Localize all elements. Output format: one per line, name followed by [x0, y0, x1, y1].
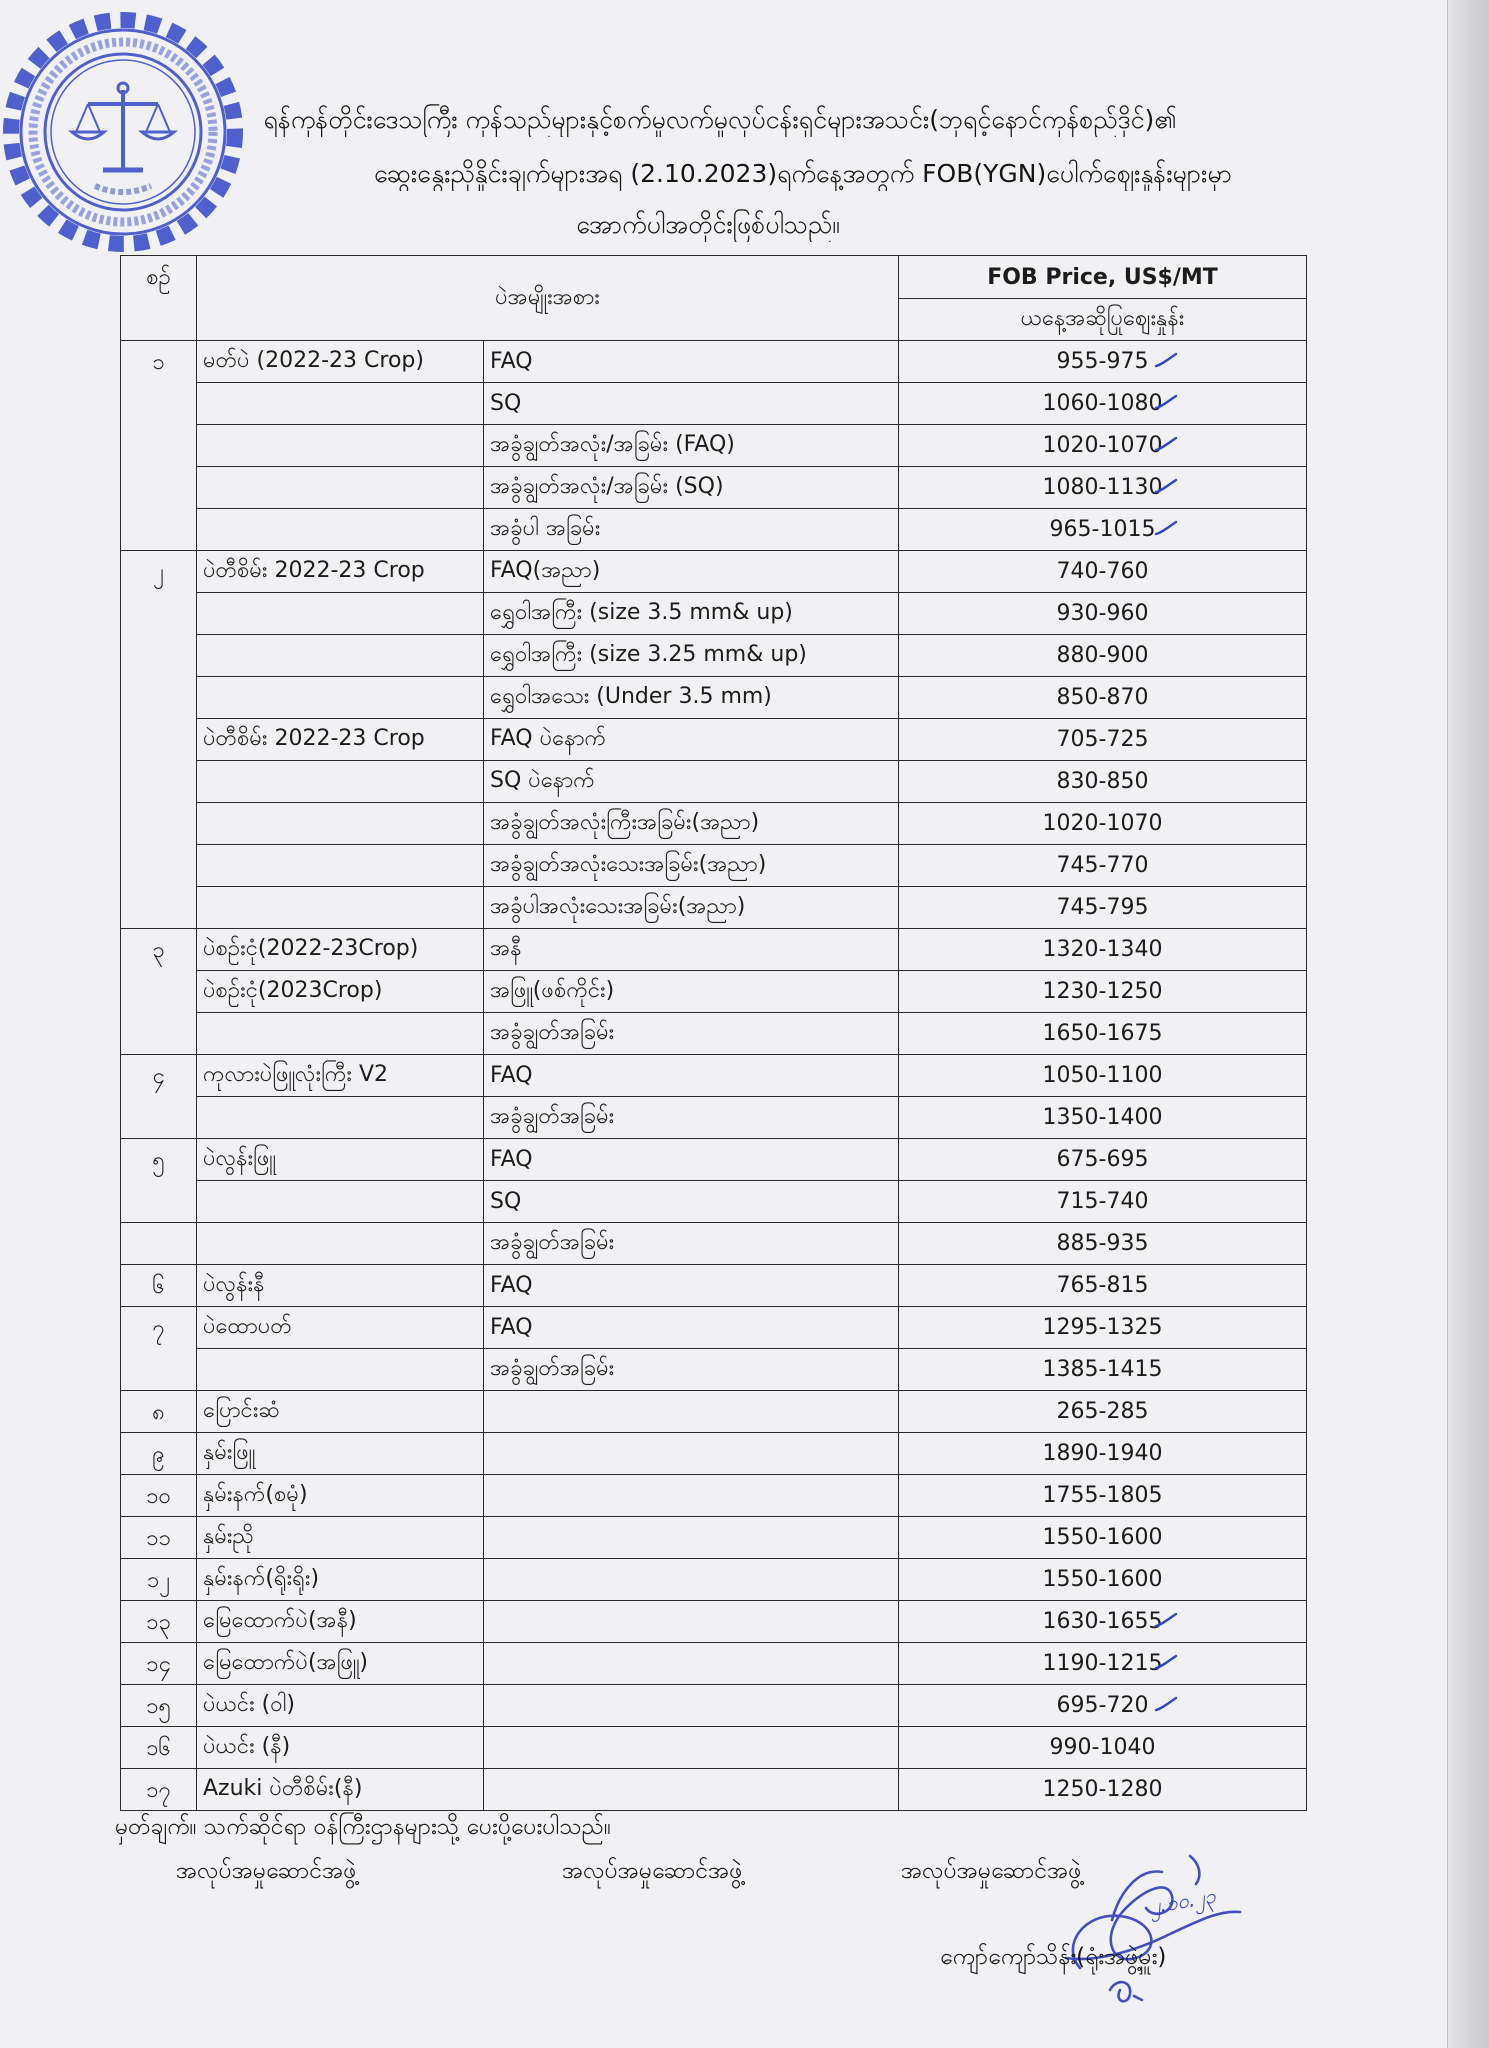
bean-name-cell: နှမ်းနက်(စမုံ) — [197, 1475, 484, 1517]
bean-name-cell: နှမ်းဖြူ — [197, 1433, 484, 1475]
table-row — [121, 1013, 1307, 1055]
bean-name-cell: မြေထောက်ပဲ(အဖြူ) — [197, 1643, 484, 1685]
price-cell — [899, 845, 1307, 887]
grade-cell — [484, 1517, 899, 1559]
bean-name-cell: ပဲယင်း (ဝါ) — [197, 1685, 484, 1727]
grade-cell: အခွံချွတ်အခြမ်း — [484, 1013, 899, 1055]
bean-name-cell: Azuki ပဲတီစိမ်း(နီ) — [197, 1769, 484, 1811]
header-row — [121, 256, 1307, 299]
check-mark-icon — [1153, 1611, 1179, 1631]
price-cell — [899, 1307, 1307, 1349]
price-cell — [899, 1055, 1307, 1097]
header-fob-price: FOB Price, US$/MT — [899, 256, 1307, 299]
grade-cell: အခွံချွတ်အလုံး/အခြမ်း (SQ) — [484, 467, 899, 509]
price-value: 705-725 — [1056, 727, 1149, 752]
bean-name-cell: မတ်ပဲ (2022-23 Crop) — [197, 341, 484, 383]
grade-cell: ရွှေဝါအကြီး (size 3.5 mm& up) — [484, 593, 899, 635]
row-number: ၇ — [121, 1307, 197, 1391]
price-value: 1550-1600 — [1042, 1525, 1163, 1550]
row-number: ၅ — [121, 1139, 197, 1223]
grade-cell — [484, 1769, 899, 1811]
grade-cell: အခွံချွတ်အခြမ်း — [484, 1097, 899, 1139]
price-cell — [899, 887, 1307, 929]
grade-cell: အနီ — [484, 929, 899, 971]
bean-name-cell: နှမ်းနက်(ရိုးရိုး) — [197, 1559, 484, 1601]
grade-cell: SQ — [484, 1181, 899, 1223]
price-cell — [899, 1223, 1307, 1265]
price-value: 695-720 — [1056, 1693, 1149, 1718]
row-number: ၃ — [121, 929, 197, 1055]
check-mark-icon — [1153, 477, 1179, 497]
bean-name-cell — [197, 887, 484, 929]
price-cell — [899, 719, 1307, 761]
price-value: 745-795 — [1056, 895, 1149, 920]
grade-cell: SQ ပဲနောက် — [484, 761, 899, 803]
price-cell — [899, 425, 1307, 467]
price-cell — [899, 1139, 1307, 1181]
table-row — [121, 803, 1307, 845]
bean-name-cell — [197, 845, 484, 887]
row-number: ၄ — [121, 1055, 197, 1139]
header-proposed-price: ယနေ့အဆိုပြုဈေးနှုန်း — [899, 299, 1307, 341]
table-row — [121, 509, 1307, 551]
price-cell — [899, 1727, 1307, 1769]
bean-name-cell: ပဲတီစိမ်း 2022-23 Crop — [197, 551, 484, 593]
price-cell — [899, 1643, 1307, 1685]
table-row — [121, 635, 1307, 677]
grade-cell: အခွံချွတ်အလုံးသေးအခြမ်း(အညာ) — [484, 845, 899, 887]
table-row — [121, 1559, 1307, 1601]
bean-name-cell: ပြောင်းဆံ — [197, 1391, 484, 1433]
price-cell — [899, 761, 1307, 803]
bean-name-cell — [197, 803, 484, 845]
price-value: 1550-1600 — [1042, 1567, 1163, 1592]
grade-cell: အခွံချွတ်အလုံး/အခြမ်း (FAQ) — [484, 425, 899, 467]
table-row — [121, 1433, 1307, 1475]
table-row — [121, 425, 1307, 467]
price-table — [120, 255, 1307, 1811]
price-value: 1350-1400 — [1042, 1105, 1163, 1130]
row-number: ၁၆ — [121, 1727, 197, 1769]
grade-cell — [484, 1685, 899, 1727]
row-number: ၁ — [121, 341, 197, 551]
price-cell — [899, 1433, 1307, 1475]
signatory-name: ကျော်ကျော်သိန်း(ရုံးအဖွဲ့မှူး) — [940, 1944, 1167, 1970]
grade-cell: FAQ — [484, 1265, 899, 1307]
bean-name-cell: ကုလားပဲဖြူလုံးကြီး V2 — [197, 1055, 484, 1097]
price-cell — [899, 551, 1307, 593]
bean-name-cell — [197, 383, 484, 425]
price-cell — [899, 1391, 1307, 1433]
table-row — [121, 1097, 1307, 1139]
price-value: 1890-1940 — [1042, 1441, 1163, 1466]
bean-name-cell: ပဲလွန်းနီ — [197, 1265, 484, 1307]
row-number: ၉ — [121, 1433, 197, 1475]
row-number — [121, 1223, 197, 1265]
title-line-3: အောက်ပါအတိုင်းဖြစ်ပါသည်။ — [576, 210, 840, 239]
bean-name-cell — [197, 425, 484, 467]
bean-name-cell — [197, 509, 484, 551]
price-value: 1320-1340 — [1042, 937, 1163, 962]
bean-name-cell: ပဲယင်း (နီ) — [197, 1727, 484, 1769]
table-row — [121, 677, 1307, 719]
row-number: ၂ — [121, 551, 197, 929]
footnote: မှတ်ချက်။ သက်ဆိုင်ရာ ဝန်ကြီးဌာနများသို့ ပေးပို့ပေးပါသည်။ — [115, 1814, 611, 1840]
price-value: 930-960 — [1056, 601, 1149, 626]
bean-name-cell — [197, 1013, 484, 1055]
table-row — [121, 1055, 1307, 1097]
grade-cell: ရွှေဝါအသေး (Under 3.5 mm) — [484, 677, 899, 719]
table-header — [121, 256, 1307, 341]
price-cell — [899, 341, 1307, 383]
table-row — [121, 341, 1307, 383]
table-row — [121, 1391, 1307, 1433]
price-value: 1050-1100 — [1042, 1063, 1163, 1088]
price-cell — [899, 1349, 1307, 1391]
price-cell — [899, 1097, 1307, 1139]
row-number: ၁၀ — [121, 1475, 197, 1517]
row-number: ၁၂ — [121, 1559, 197, 1601]
table-row — [121, 551, 1307, 593]
table-row — [121, 593, 1307, 635]
table-row — [121, 1685, 1307, 1727]
committee-label: အလုပ်အမှုဆောင်အဖွဲ့ — [176, 1858, 357, 1884]
table-row — [121, 1181, 1307, 1223]
grade-cell — [484, 1391, 899, 1433]
table-row — [121, 1265, 1307, 1307]
price-cell — [899, 1181, 1307, 1223]
row-number: ၆ — [121, 1265, 197, 1307]
check-mark-icon — [1153, 393, 1179, 413]
price-cell — [899, 509, 1307, 551]
bean-name-cell — [197, 1097, 484, 1139]
check-mark-icon — [1153, 351, 1179, 371]
price-cell — [899, 1265, 1307, 1307]
price-cell — [899, 929, 1307, 971]
price-value: 1020-1070 — [1042, 433, 1163, 458]
grade-cell: FAQ ပဲနောက် — [484, 719, 899, 761]
price-cell — [899, 635, 1307, 677]
grade-cell: အခွံချွတ်အခြမ်း — [484, 1349, 899, 1391]
price-value: 745-770 — [1056, 853, 1149, 878]
price-value: 1385-1415 — [1042, 1357, 1163, 1382]
committee-label: အလုပ်အမှုဆောင်အဖွဲ့ — [562, 1858, 743, 1884]
grade-cell — [484, 1643, 899, 1685]
price-value: 1295-1325 — [1042, 1315, 1163, 1340]
table-row — [121, 1139, 1307, 1181]
grade-cell: အခွံပါအလုံးသေးအခြမ်း(အညာ) — [484, 887, 899, 929]
price-cell — [899, 1685, 1307, 1727]
price-cell — [899, 803, 1307, 845]
table-row — [121, 719, 1307, 761]
title-line-2: ဆွေးနွေးညှိနှိုင်းချက်များအရ (2.10.2023)ရက်နေ့အတွက် FOB(YGN)ပေါက်ဈေးနှုန်းများမှာ — [374, 159, 1232, 188]
signature-date: ၂.၁၀.၂၃ — [1148, 1883, 1218, 1919]
bean-name-cell — [197, 1181, 484, 1223]
price-cell — [899, 1769, 1307, 1811]
price-cell — [899, 1013, 1307, 1055]
bean-name-cell: ပဲတီစိမ်း 2022-23 Crop — [197, 719, 484, 761]
header-number: စဉ် — [121, 256, 197, 341]
row-number: ၁၇ — [121, 1769, 197, 1811]
title-line-1: ရန်ကုန်တိုင်းဒေသကြီး ကုန်သည်များနှင့်စက်မှုလက်မှုလုပ်ငန်းရှင်များအသင်း(ဘုရင့်နောင်ကုန်စည်ဒိုင်)၏ — [263, 105, 1177, 134]
row-number: ၁၅ — [121, 1685, 197, 1727]
grade-cell: အခွံပါ အခြမ်း — [484, 509, 899, 551]
price-cell — [899, 1601, 1307, 1643]
price-cell — [899, 593, 1307, 635]
price-cell — [899, 467, 1307, 509]
check-mark-icon — [1153, 1653, 1179, 1673]
row-number: ၁၄ — [121, 1643, 197, 1685]
bean-name-cell — [197, 677, 484, 719]
check-mark-icon — [1153, 1695, 1179, 1715]
grade-cell — [484, 1727, 899, 1769]
table-row — [121, 1601, 1307, 1643]
grade-cell: FAQ — [484, 1139, 899, 1181]
row-number: ၁၁ — [121, 1517, 197, 1559]
bean-name-cell — [197, 761, 484, 803]
table-row — [121, 1475, 1307, 1517]
grade-cell — [484, 1601, 899, 1643]
price-value: 1250-1280 — [1042, 1777, 1163, 1802]
grade-cell: FAQ — [484, 1055, 899, 1097]
header-bean-type: ပဲအမျိုးအစား — [197, 256, 899, 341]
price-value: 265-285 — [1056, 1399, 1149, 1424]
price-cell — [899, 1559, 1307, 1601]
price-value: 740-760 — [1056, 559, 1149, 584]
scan-page-edge — [1447, 0, 1489, 2048]
table-row — [121, 1223, 1307, 1265]
price-value: 955-975 — [1056, 349, 1149, 374]
table-row — [121, 887, 1307, 929]
table-row — [121, 1517, 1307, 1559]
table-row — [121, 1727, 1307, 1769]
table-body — [121, 341, 1307, 1811]
price-cell — [899, 1475, 1307, 1517]
bean-name-cell — [197, 635, 484, 677]
check-mark-icon — [1153, 435, 1179, 455]
table-row — [121, 1769, 1307, 1811]
bean-name-cell — [197, 467, 484, 509]
bean-name-cell: ပဲစဉ်းငုံ(2022-23Crop) — [197, 929, 484, 971]
row-number: ၈ — [121, 1391, 197, 1433]
price-value: 675-695 — [1056, 1147, 1149, 1172]
table-row — [121, 1349, 1307, 1391]
price-value: 765-815 — [1056, 1273, 1149, 1298]
price-cell — [899, 383, 1307, 425]
row-number: ၁၃ — [121, 1601, 197, 1643]
table-row — [121, 929, 1307, 971]
price-cell — [899, 677, 1307, 719]
price-value: 1190-1215 — [1042, 1651, 1163, 1676]
grade-cell: အခွံချွတ်အလုံးကြီးအခြမ်း(အညာ) — [484, 803, 899, 845]
bean-name-cell — [197, 1223, 484, 1265]
grade-cell — [484, 1475, 899, 1517]
bean-name-cell: ပဲစဉ်းငုံ(2023Crop) — [197, 971, 484, 1013]
bean-name-cell — [197, 593, 484, 635]
price-value: 965-1015 — [1049, 517, 1156, 542]
grade-cell: FAQ — [484, 1307, 899, 1349]
grade-cell: အဖြူ(ဖစ်ကိုင်း) — [484, 971, 899, 1013]
table-row — [121, 383, 1307, 425]
bean-name-cell: နှမ်းညို — [197, 1517, 484, 1559]
price-value: 1650-1675 — [1042, 1021, 1163, 1046]
grade-cell: အခွံချွတ်အခြမ်း — [484, 1223, 899, 1265]
price-value: 830-850 — [1056, 769, 1149, 794]
grade-cell — [484, 1433, 899, 1475]
price-cell — [899, 971, 1307, 1013]
price-cell — [899, 1517, 1307, 1559]
price-value: 1630-1655 — [1042, 1609, 1163, 1634]
bean-name-cell: ပဲထောပတ် — [197, 1307, 484, 1349]
price-value: 1020-1070 — [1042, 811, 1163, 836]
price-value: 850-870 — [1056, 685, 1149, 710]
table-row — [121, 971, 1307, 1013]
table-row — [121, 1643, 1307, 1685]
price-value: 880-900 — [1056, 643, 1149, 668]
table-row — [121, 1307, 1307, 1349]
grade-cell: FAQ(အညာ) — [484, 551, 899, 593]
grade-cell — [484, 1559, 899, 1601]
bean-name-cell: ပဲလွန်းဖြူ — [197, 1139, 484, 1181]
price-value: 1230-1250 — [1042, 979, 1163, 1004]
price-value: 990-1040 — [1049, 1735, 1156, 1760]
bean-name-cell: မြေထောက်ပဲ(အနီ) — [197, 1601, 484, 1643]
grade-cell: SQ — [484, 383, 899, 425]
price-value: 885-935 — [1056, 1231, 1149, 1256]
committee-label: အလုပ်အမှုဆောင်အဖွဲ့ — [901, 1858, 1082, 1884]
check-mark-icon — [1153, 519, 1179, 539]
price-value: 1755-1805 — [1042, 1483, 1163, 1508]
price-value: 1060-1080 — [1042, 391, 1163, 416]
bean-name-cell — [197, 1349, 484, 1391]
grade-cell: FAQ — [484, 341, 899, 383]
price-value: 715-740 — [1056, 1189, 1149, 1214]
table-row — [121, 467, 1307, 509]
price-value: 1080-1130 — [1042, 475, 1163, 500]
handwritten-signature — [1050, 1850, 1260, 2015]
grade-cell: ရွှေဝါအကြီး (size 3.25 mm& up) — [484, 635, 899, 677]
table-row — [121, 761, 1307, 803]
table-row — [121, 845, 1307, 887]
